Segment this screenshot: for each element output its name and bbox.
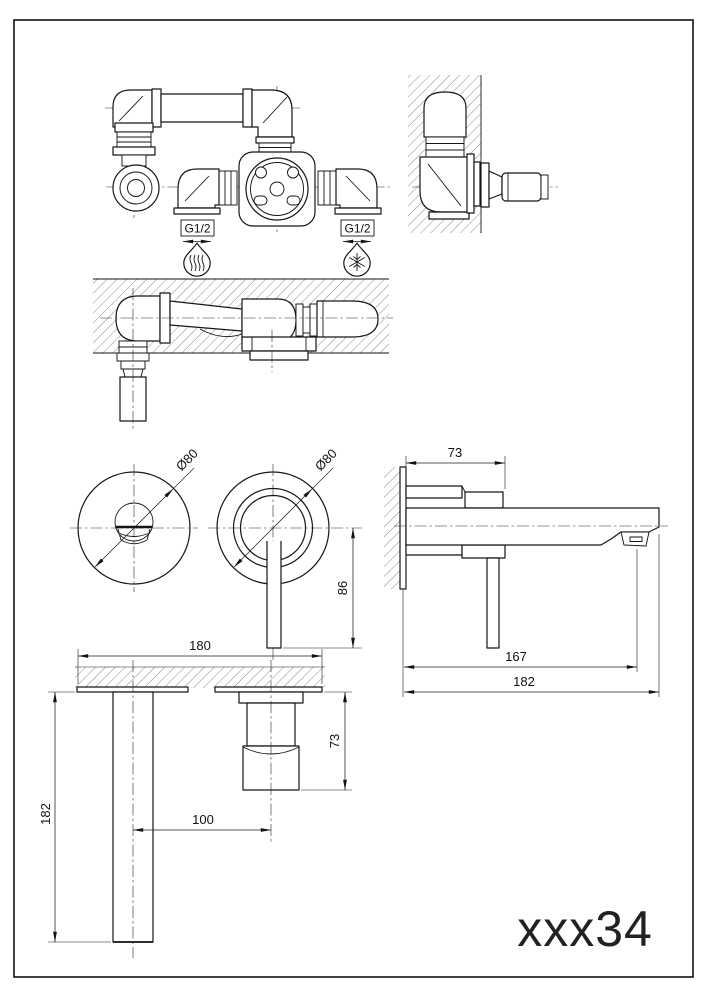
trim-front-view xyxy=(70,446,362,660)
connecting-pipe xyxy=(161,94,243,122)
cold-inlet-elbow xyxy=(336,169,377,208)
in-wall-top-view xyxy=(93,279,393,430)
model-code: xxx34 xyxy=(517,901,653,957)
valve-escutcheon-diameter-label: Ø80 xyxy=(311,445,340,474)
installation-front-view xyxy=(105,86,390,276)
thread-size-label-left: G1/2 xyxy=(184,221,211,236)
valve-dome xyxy=(424,92,466,137)
wall-to-aerator-dimension: 167 xyxy=(505,649,527,664)
spout-escutcheon-edge xyxy=(77,687,188,692)
bottom-view xyxy=(38,638,352,958)
hot-inlet-elbow xyxy=(178,169,219,208)
wall-to-handle-dimension: 73 xyxy=(447,445,463,460)
wall-hatch-side xyxy=(384,467,402,589)
valve-escutcheon-edge xyxy=(215,687,322,692)
center-body xyxy=(242,299,296,341)
left-body xyxy=(116,296,160,341)
handle-projection-dimension: 73 xyxy=(327,733,342,749)
thread-size-label-right: G1/2 xyxy=(344,221,371,236)
cold-water-icon xyxy=(344,243,370,276)
spout-projection-dimension: 182 xyxy=(38,803,53,825)
escutcheon-span-dimension: 180 xyxy=(189,638,211,653)
lever-handle-front xyxy=(267,541,281,648)
spout-side-view xyxy=(384,445,668,697)
handle-drop-dimension: 86 xyxy=(335,580,350,596)
escutcheon-edge xyxy=(242,337,316,351)
wall-to-spout-tip-dimension: 182 xyxy=(513,674,535,689)
hot-water-icon xyxy=(184,243,210,276)
wall-band-bottom-hatch xyxy=(75,667,325,688)
aerator xyxy=(621,532,649,546)
center-distance-dimension: 100 xyxy=(192,812,214,827)
wall-plate xyxy=(400,467,406,589)
spout-escutcheon-diameter-label: Ø80 xyxy=(172,445,201,474)
right-cap xyxy=(317,301,378,337)
lever-handle-side xyxy=(487,558,499,648)
left-elbow xyxy=(113,90,152,127)
snowflake-icon xyxy=(349,253,365,271)
spout-body xyxy=(406,508,659,545)
in-wall-side-view xyxy=(408,75,558,233)
